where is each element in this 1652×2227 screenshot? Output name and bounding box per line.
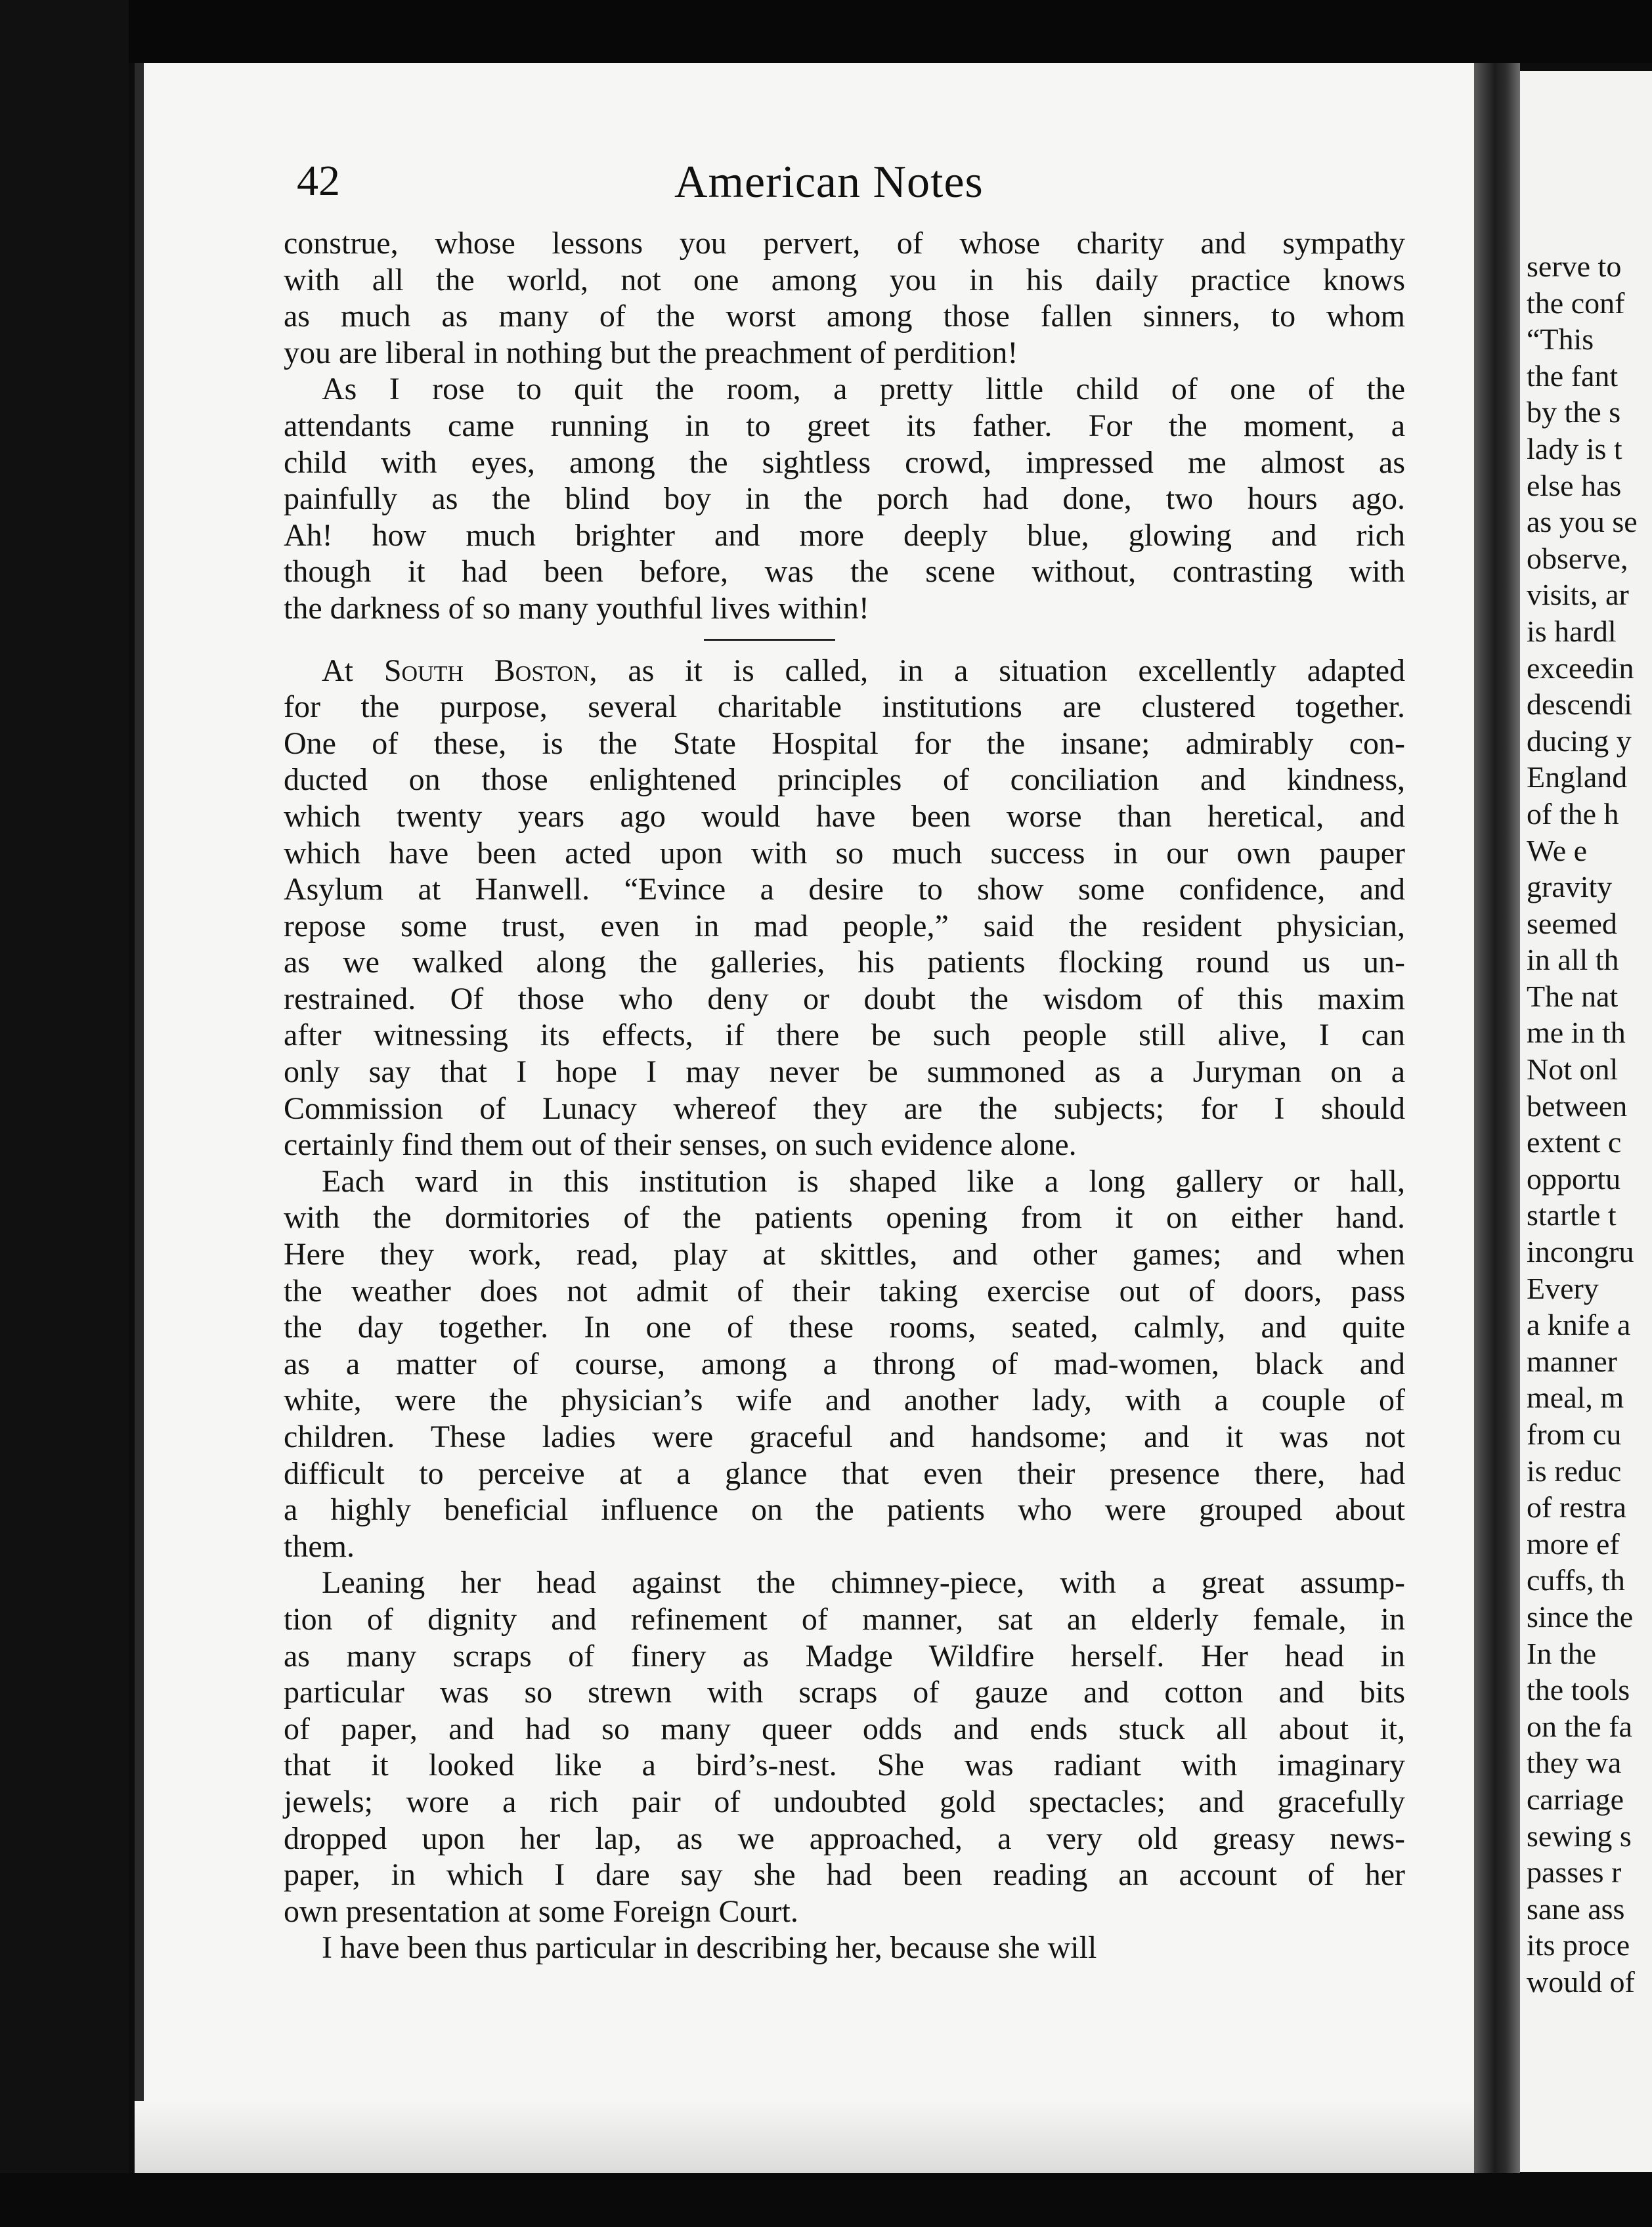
text-line: with the dormitories of the patients opening from it on either hand. xyxy=(284,1200,1405,1236)
facing-text-line: in all th xyxy=(1527,943,1619,977)
scan-border-bottom xyxy=(0,2173,1652,2227)
paragraph xyxy=(284,371,1405,626)
facing-text-line: cuffs, th xyxy=(1527,1563,1625,1597)
text-line: tion of dignity and refinement of manner, sat an elderly female, in xyxy=(284,1601,1405,1637)
lead-in-word: At xyxy=(322,653,353,688)
text-line: Each ward in this institution is shaped like a long gallery or hall, xyxy=(322,1163,1405,1199)
facing-text-line: the fant xyxy=(1527,358,1619,393)
facing-text-line: seemed xyxy=(1527,906,1617,940)
text-line: ducted on those enlightened principles of conciliation and kindness, xyxy=(284,762,1405,798)
text-line: Leaning her head against the chimney-piece, with a great assump- xyxy=(322,1565,1405,1601)
text-line: the day together. In one of these rooms, seated, calmly, and quite xyxy=(284,1310,1405,1345)
facing-text-line: visits, ar xyxy=(1527,578,1629,612)
scan-border-left xyxy=(0,0,129,2227)
facing-text-line: extent c xyxy=(1527,1125,1622,1159)
facing-text-line: manner xyxy=(1527,1344,1617,1378)
text-line: Commission of Lunacy whereof they are the subjects; for I should xyxy=(284,1091,1405,1126)
facing-text-line: startle t xyxy=(1527,1198,1617,1232)
facing-text-line: else has xyxy=(1527,468,1622,502)
text-line: particular was so strewn with scraps of gauze and cotton and bits xyxy=(284,1675,1405,1710)
text-line xyxy=(284,653,1405,689)
place-name-smallcaps: South Boston xyxy=(383,653,590,688)
facing-text-line: “This xyxy=(1527,322,1594,357)
text-line: as a matter of course, among a throng of mad-women, black and xyxy=(284,1346,1405,1381)
text-line: a highly beneficial influence on the patients who were grouped about xyxy=(284,1492,1405,1528)
facing-text-line: Every xyxy=(1527,1271,1599,1305)
text-line: you are liberal in nothing but the preachment of perdition! xyxy=(284,335,1018,370)
text-line: paper, in which I dare say she had been reading an account of her xyxy=(284,1857,1405,1893)
paragraph xyxy=(284,1163,1405,1565)
facing-text-line: carriage xyxy=(1527,1782,1624,1816)
first-line-rest: , as it is called, in a situation excellently adapted xyxy=(589,653,1405,688)
facing-text-line: Not onl xyxy=(1527,1052,1619,1087)
text-line: Asylum at Hanwell. “Evince a desire to show some confidence, and xyxy=(284,872,1405,907)
text-line: own presentation at some Foreign Court. xyxy=(284,1893,798,1929)
text-line: with all the world, not one among you in his daily practice knows xyxy=(284,262,1405,297)
facing-text-line: me in th xyxy=(1527,1016,1626,1050)
paragraph xyxy=(284,1565,1405,1930)
facing-text-line: In the xyxy=(1527,1636,1597,1670)
facing-text-line: they wa xyxy=(1527,1746,1622,1780)
scan-border-top xyxy=(0,0,1652,63)
facing-text-line: between xyxy=(1527,1089,1628,1123)
text-line: jewels; wore a rich pair of undoubted gold spectacles; and gracefully xyxy=(284,1784,1405,1819)
facing-text-line: is hardl xyxy=(1527,614,1617,648)
paragraph xyxy=(284,1930,1405,1966)
text-line: as we walked along the galleries, his patients flocking round us un- xyxy=(284,945,1405,980)
facing-text-line: is reduc xyxy=(1527,1454,1622,1488)
facing-text-line: its proce xyxy=(1527,1928,1630,1962)
facing-text-line: of the h xyxy=(1527,796,1619,831)
facing-text-line: descendi xyxy=(1527,687,1632,722)
facing-text-line: sewing s xyxy=(1527,1819,1632,1853)
facing-text-line: would of xyxy=(1527,1964,1635,1999)
text-line: which twenty years ago would have been worse than heretical, and xyxy=(284,798,1405,834)
south-boston-section xyxy=(284,653,1405,1966)
text-line: Ah! how much brighter and more deeply blue, glowing and rich xyxy=(284,517,1405,553)
text-line: for the purpose, several charitable institutions are clustered together. xyxy=(284,689,1405,725)
page-number: 42 xyxy=(297,157,340,205)
paragraph xyxy=(284,225,1405,371)
facing-text-line: We e xyxy=(1527,833,1588,867)
facing-text-line: the tools xyxy=(1527,1673,1630,1707)
facing-text-line: exceedin xyxy=(1527,651,1634,685)
facing-text-line: the conf xyxy=(1527,286,1625,320)
facing-text-line: more ef xyxy=(1527,1526,1620,1561)
facing-text-line: opportu xyxy=(1527,1161,1621,1196)
text-line: as much as many of the worst among those fallen sinners, to whom xyxy=(284,299,1405,334)
text-line: repose some trust, even in mad people,” said the resident physician, xyxy=(284,908,1405,943)
facing-text-line: passes r xyxy=(1527,1855,1622,1890)
facing-text-line: a knife a xyxy=(1527,1308,1631,1342)
text-line: As I rose to quit the room, a pretty little child of one of the xyxy=(322,372,1405,407)
text-line: restrained. Of those who deny or doubt the wisdom of this maxim xyxy=(284,981,1405,1016)
facing-text-line: from cu xyxy=(1527,1417,1622,1451)
text-line: dropped upon her lap, as we approached, a very old greasy news- xyxy=(284,1821,1405,1856)
text-line: though it had been before, was the scene without, contrasting with xyxy=(284,554,1405,590)
facing-text-line: observe, xyxy=(1527,541,1628,575)
text-line: Here they work, read, play at skittles, and other games; and when xyxy=(284,1237,1405,1272)
facing-text-line: ducing y xyxy=(1527,724,1632,758)
facing-text-line: on the fa xyxy=(1527,1709,1632,1743)
facing-text-line: serve to xyxy=(1527,249,1622,283)
facing-text-line: meal, m xyxy=(1527,1381,1624,1415)
facing-text-line: as you se xyxy=(1527,505,1638,539)
text-line: difficult to perceive at a glance that even their presence there, had xyxy=(284,1456,1405,1491)
text-line: I have been thus particular in describing her, because she will xyxy=(322,1930,1097,1966)
text-line: white, were the physician’s wife and another lady, with a couple of xyxy=(284,1383,1405,1418)
text-line: child with eyes, among the sightless crowd, impressed me almost as xyxy=(284,444,1405,480)
opening-paragraphs xyxy=(284,225,1405,627)
text-line: as many scraps of finery as Madge Wildfire herself. Her head in xyxy=(284,1638,1405,1674)
text-line: that it looked like a bird’s-nest. She was radiant with imaginary xyxy=(284,1748,1405,1783)
text-line: certainly find them out of their senses, on such evidence alone. xyxy=(284,1127,1077,1163)
running-title: American Notes xyxy=(674,157,984,207)
facing-text-line: lady is t xyxy=(1527,431,1622,465)
text-line: only say that I hope I may never be summoned as a Juryman on a xyxy=(284,1054,1405,1090)
text-line: painfully as the blind boy in the porch had done, two hours ago. xyxy=(284,481,1405,517)
page-body xyxy=(284,225,1405,1966)
text-line: attendants came running in to greet its father. For the moment, a xyxy=(284,408,1405,443)
facing-text-line: of restra xyxy=(1527,1490,1626,1524)
text-line: the darkness of so many youthful lives within! xyxy=(284,590,869,626)
facing-text-line: by the s xyxy=(1527,395,1621,429)
page-header xyxy=(297,156,1406,215)
text-line: which have been acted upon with so much success in our own pauper xyxy=(284,835,1405,871)
facing-text-line: The nat xyxy=(1527,979,1619,1013)
facing-page-text xyxy=(1527,248,1638,2000)
facing-text-line: since the xyxy=(1527,1599,1634,1633)
facing-text-line: incongru xyxy=(1527,1235,1634,1269)
text-line: after witnessing its effects, if there be such people still alive, I can xyxy=(284,1018,1405,1053)
paragraph xyxy=(284,689,1405,1163)
text-line: the weather does not admit of their taking exercise out of doors, pass xyxy=(284,1273,1405,1308)
text-line: of paper, and had so many queer odds and ends stuck all about it, xyxy=(284,1711,1405,1746)
text-line: children. These ladies were graceful and handsome; and it was not xyxy=(284,1419,1405,1454)
book-page-right-partial xyxy=(1520,71,1652,2172)
text-line: construe, whose lessons you pervert, of whose charity and sympathy xyxy=(284,226,1405,261)
section-divider-rule xyxy=(704,639,835,641)
section-paragraphs xyxy=(284,689,1405,1966)
text-line: them. xyxy=(284,1528,355,1564)
page-edge-shadow xyxy=(135,2101,1474,2173)
book-gutter-fold xyxy=(1474,63,1520,2173)
text-line: One of these, is the State Hospital for the insane; admirably con- xyxy=(284,725,1405,761)
facing-text-line: sane ass xyxy=(1527,1892,1625,1926)
facing-text-line: England xyxy=(1527,760,1628,794)
facing-text-line: gravity xyxy=(1527,870,1613,904)
